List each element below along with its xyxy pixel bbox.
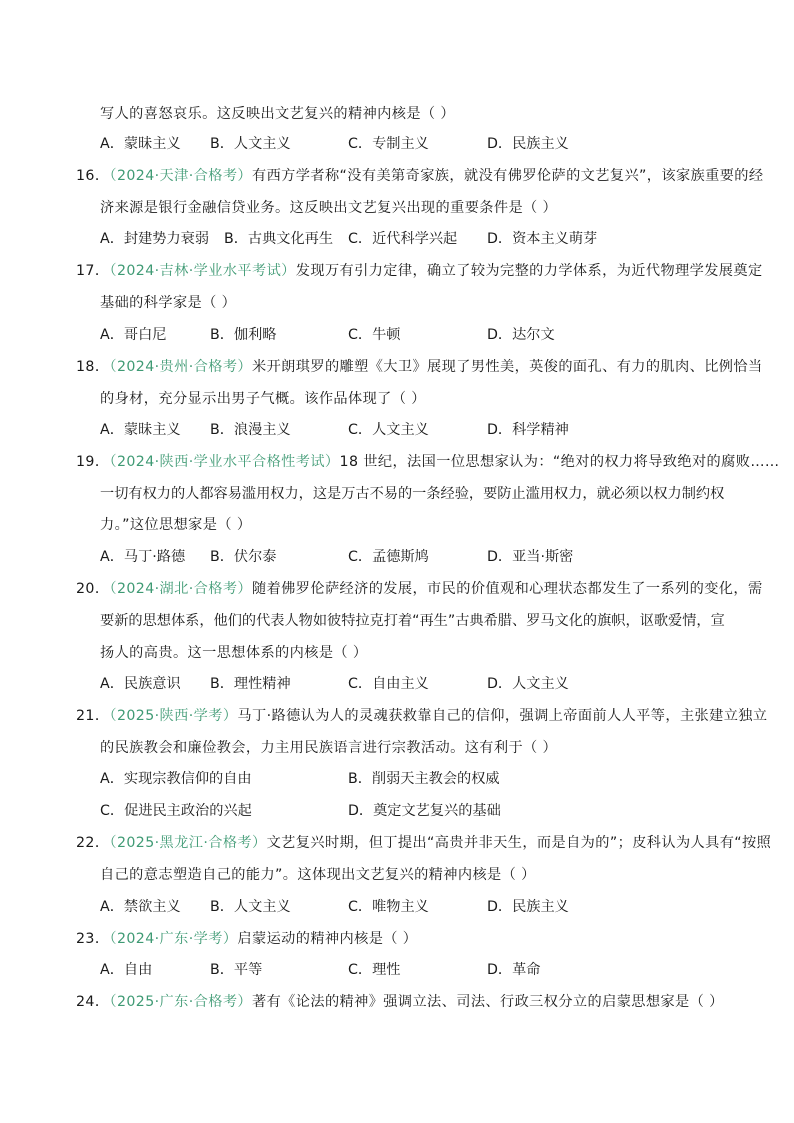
option-c: C．孟德斯鸠	[348, 549, 429, 565]
question-text: 自己的意志塑造自己的能力”。这体现出文艺复兴的精神内核是（ ）	[100, 867, 536, 883]
question-text: 发现万有引力定律，确立了较为完整的力学体系，为近代物理学发展奠定	[295, 263, 763, 279]
option-a: A．实现宗教信仰的自由	[100, 771, 252, 787]
option-d: D．资本主义萌芽	[487, 231, 598, 247]
option-b: B．人文主义	[210, 136, 291, 152]
question-22-options	[100, 897, 750, 917]
option-b: B．伽利略	[210, 327, 277, 343]
question-text: 要新的思想体系，他们的代表人物如彼特拉克打着“再生”古典希腊、罗马文化的旗帜，讴歌爱情，宣	[100, 613, 725, 629]
option-c: C．专制主义	[348, 136, 429, 152]
question-source: （2024·贵州·合格考）	[109, 359, 252, 375]
intro-line: 写人的喜怒哀乐。这反映出文艺复兴的精神内核是（ ）	[100, 106, 456, 122]
question-source: （2024·湖北·合格考）	[109, 581, 252, 597]
question-text: 18 世纪，法国一位思想家认为：“绝对的权力将导致绝对的腐败……	[339, 454, 780, 470]
question-text: 力。”这位思想家是（ ）	[100, 517, 252, 533]
option-d: D．人文主义	[487, 676, 569, 692]
question-18	[76, 357, 763, 377]
question-text: 文艺复兴时期，但丁提出“高贵并非天生，而是自为的”；皮科认为人具有“按照	[266, 835, 772, 851]
question-source: （2025·黑龙江·合格考）	[109, 835, 267, 851]
option-b: B．浪漫主义	[210, 422, 291, 438]
option-c: C．促进民主政治的兴起	[100, 803, 252, 819]
option-b: B．理性精神	[210, 676, 291, 692]
option-b: B．古典文化再生	[224, 231, 334, 247]
question-20	[76, 579, 763, 599]
option-d: D．达尔文	[487, 327, 555, 343]
question-24	[76, 992, 734, 1012]
question-21-options-row1	[100, 769, 750, 789]
question-text: 的身材，充分显示出男子气概。该作品体现了（ ）	[100, 391, 426, 407]
option-a: A．蒙昧主义	[100, 136, 181, 152]
option-c: C．近代科学兴起	[348, 231, 458, 247]
question-23-options	[100, 960, 750, 980]
question-18-options	[100, 420, 750, 440]
option-a: A．封建势力衰弱	[100, 231, 210, 247]
option-a: A．自由	[100, 962, 153, 978]
question-21	[76, 706, 768, 726]
question-number: 19．	[76, 454, 110, 470]
question-22	[76, 833, 772, 853]
option-d: D．奠定文艺复兴的基础	[348, 803, 501, 819]
option-c: C．人文主义	[348, 422, 429, 438]
option-d: D．民族主义	[487, 136, 569, 152]
option-c: C．自由主义	[348, 676, 429, 692]
question-source: （2025·广东·合格考）	[109, 994, 252, 1010]
question-number: 23．	[76, 931, 110, 947]
question-number: 20．	[76, 581, 110, 597]
option-b: B．伏尔泰	[210, 549, 277, 565]
option-b: B．平等	[210, 962, 263, 978]
question-text: 米开朗琪罗的雕塑《大卫》展现了男性美，英俊的面孔、有力的肌肉、比例恰当	[252, 359, 763, 375]
option-c: C．唯物主义	[348, 899, 429, 915]
question-text: 扬人的高贵。这一思想体系的内核是（ ）	[100, 645, 368, 661]
question-17	[76, 261, 763, 281]
question-text: 的民族教会和廉俭教会，力主用民族语言进行宗教活动。这有利于（ ）	[100, 740, 558, 756]
question-19-options	[100, 547, 750, 567]
question-text: 一切有权力的人都容易滥用权力，这是万古不易的一条经验，要防止滥用权力，就必须以权力制约权	[100, 486, 725, 502]
intro-options	[100, 134, 750, 154]
question-16	[76, 166, 764, 186]
question-text: 随着佛罗伦萨经济的发展，市民的价值观和心理状态都发生了一系列的变化，需	[252, 581, 763, 597]
question-source: （2024·天津·合格考）	[109, 168, 252, 184]
option-d: D．科学精神	[487, 422, 569, 438]
option-c: C．理性	[348, 962, 401, 978]
option-d: D．民族主义	[487, 899, 569, 915]
question-text: 有西方学者称“没有美第奇家族，就没有佛罗伦萨的文艺复兴”，该家族重要的经	[252, 168, 764, 184]
question-19	[76, 452, 780, 472]
question-source: （2024·吉林·学业水平考试）	[109, 263, 296, 279]
option-d: D．亚当·斯密	[487, 549, 574, 565]
option-b: B．人文主义	[210, 899, 291, 915]
question-text: 著有《论法的精神》强调立法、司法、行政三权分立的启蒙思想家是（ ）	[252, 994, 724, 1010]
option-a: A．蒙昧主义	[100, 422, 181, 438]
option-a: A．禁欲主义	[100, 899, 181, 915]
option-c: C．牛顿	[348, 327, 401, 343]
question-text: 基础的科学家是（ ）	[100, 295, 237, 311]
question-number: 16．	[76, 168, 110, 184]
question-number: 24．	[76, 994, 110, 1010]
option-a: A．哥白尼	[100, 327, 167, 343]
question-21-options-row2	[100, 801, 750, 821]
option-a: A．马丁·路德	[100, 549, 186, 565]
question-text: 济来源是银行金融信贷业务。这反映出文艺复兴出现的重要条件是（ ）	[100, 200, 558, 216]
question-20-options	[100, 674, 750, 694]
option-d: D．革命	[487, 962, 541, 978]
question-source: （2024·陕西·学业水平合格性考试）	[109, 454, 340, 470]
option-b: B．削弱天主教会的权威	[348, 771, 500, 787]
question-source: （2025·陕西·学考）	[109, 708, 238, 724]
question-number: 22．	[76, 835, 110, 851]
question-number: 17．	[76, 263, 110, 279]
question-number: 18．	[76, 359, 110, 375]
question-number: 21．	[76, 708, 110, 724]
question-text: 马丁·路德认为人的灵魂获救靠自己的信仰，强调上帝面前人人平等，主张建立独立	[237, 708, 768, 724]
question-16-options	[100, 229, 750, 249]
question-source: （2024·广东·学考）	[109, 931, 238, 947]
question-17-options	[100, 325, 750, 345]
option-a: A．民族意识	[100, 676, 181, 692]
question-23	[76, 929, 734, 949]
question-text: 启蒙运动的精神内核是（ ）	[237, 931, 418, 947]
